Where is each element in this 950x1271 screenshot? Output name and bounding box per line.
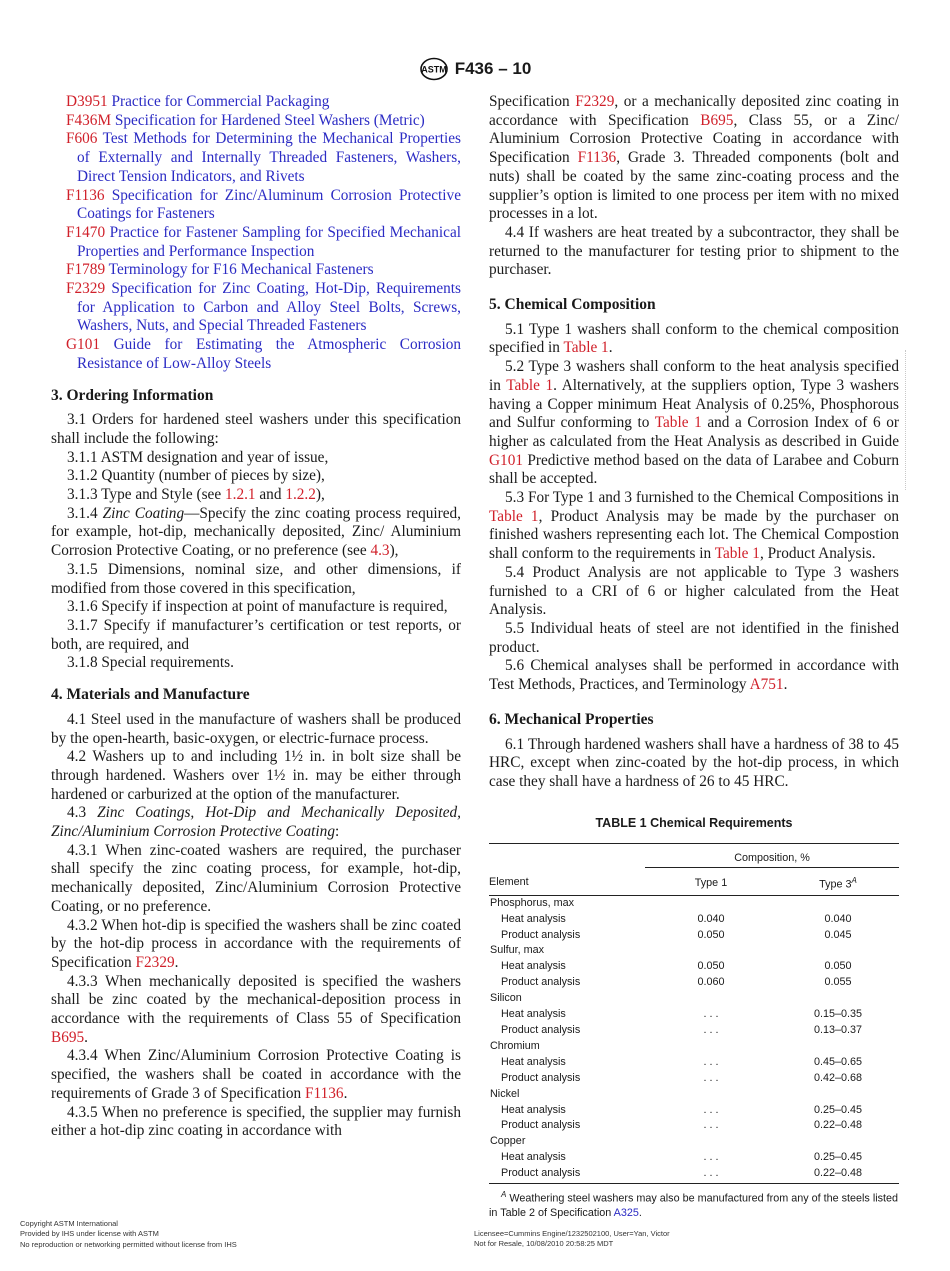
reference-item[interactable] xyxy=(51,261,461,280)
link-table-1[interactable]: Table 1 xyxy=(489,507,539,525)
analysis-label: Heat analysis xyxy=(501,1055,566,1068)
referenced-documents-list xyxy=(51,93,461,374)
table-row xyxy=(489,1007,899,1023)
type1-value: . . . xyxy=(703,1023,719,1036)
reference-title[interactable]: Specification for Zinc Coating, Hot-Dip, Requirements for Application to Carbon and Alloy Steel Bolts, Screws, Washers, Nuts, and Special Threaded Fasteners xyxy=(77,280,461,335)
reference-item[interactable] xyxy=(51,112,461,131)
table-row xyxy=(489,1150,899,1166)
svg-text:ASTM: ASTM xyxy=(420,64,447,75)
reference-title[interactable]: Practice for Commercial Packaging xyxy=(111,93,330,110)
type1-value: . . . xyxy=(703,1071,719,1084)
type1-value: 0.050 xyxy=(697,960,725,973)
table-header-type3: Type $3^A$ xyxy=(777,868,899,896)
type1-value: . . . xyxy=(703,1103,719,1116)
element-name: Chromium xyxy=(490,1039,540,1052)
type1-value: . . . xyxy=(645,1166,777,1183)
table-1-title: TABLE 1 Chemical Requirements xyxy=(595,815,793,830)
para-3-1-6: 3.1.6 Specify if inspection at point of manufacture is required, xyxy=(67,598,448,616)
para-5-6: 5.6 Chemical analyses shall be performed in accordance with Test Methods, Practices, and Terminology A751. xyxy=(489,657,899,694)
table-group-row xyxy=(489,1087,899,1103)
para-5-4: 5.4 Product Analysis are not applicable to Type 3 washers furnished to a CRI of 6 or higher calculated from the Heat Analysis. xyxy=(489,563,899,619)
para-3-1-8: 3.1.8 Special requirements. xyxy=(67,654,234,672)
link-f2329[interactable]: F2329 xyxy=(135,953,175,971)
para-3-1-2: 3.1.2 Quantity (number of pieces by size), xyxy=(67,467,325,485)
type3-value: 0.25–0.45 xyxy=(813,1151,863,1164)
table-header-type1: Type 1 xyxy=(645,868,777,896)
section-6-heading: 6. Mechanical Properties xyxy=(489,710,654,728)
table-header-blank xyxy=(489,844,645,868)
element-name: Copper xyxy=(490,1135,526,1148)
reference-code[interactable]: F2329 xyxy=(66,280,106,298)
reference-code[interactable]: F1136 xyxy=(66,186,105,204)
table-group-row xyxy=(489,1134,899,1150)
table-1-footnote: $^A$ Weathering steel washers may also be manufactured from any of the steels listed in Table 2 of Specification A325. xyxy=(489,1190,899,1219)
reference-item[interactable] xyxy=(51,224,461,261)
link-table-1[interactable]: Table 1 xyxy=(714,545,760,563)
type1-value: . . . xyxy=(703,1008,719,1021)
type3-value: 0.045 xyxy=(824,928,852,941)
type3-value: 0.040 xyxy=(824,912,852,925)
section-5-heading: 5. Chemical Composition xyxy=(489,296,656,314)
link-1-2-1[interactable]: 1.2.1 xyxy=(224,486,256,504)
footer-line: Not for Resale, 10/08/2010 20:58:25 MDT xyxy=(474,1239,614,1249)
section-4-heading: 4. Materials and Manufacture xyxy=(51,686,250,704)
analysis-label: Product analysis xyxy=(501,1023,581,1036)
para-4-3-4: 4.3.4 When Zinc/Aluminium Corrosion Protective Coating is specified, the washers shall be coated in accordance with the requirements of Grade 3 of Specification F1136. xyxy=(51,1047,461,1102)
table-row xyxy=(489,975,899,991)
table-row xyxy=(489,1118,899,1134)
para-5-5: 5.5 Individual heats of steel are not identified in the finished product. xyxy=(489,619,899,656)
type3-value: 0.050 xyxy=(824,960,852,973)
footer-line: Copyright ASTM International xyxy=(20,1219,118,1228)
reference-title[interactable]: Practice for Fastener Sampling for Specified Mechanical Properties and Performance Inspection xyxy=(77,223,461,260)
analysis-label: Heat analysis xyxy=(501,1103,566,1116)
footer-line: No reproduction or networking permitted without license from IHS xyxy=(20,1239,237,1249)
right-column xyxy=(489,93,899,1220)
analysis-label: Product analysis xyxy=(501,976,581,989)
analysis-label: Heat analysis xyxy=(501,960,566,973)
link-b695[interactable]: B695 xyxy=(51,1028,85,1046)
chemical-requirements-table xyxy=(489,843,899,1184)
analysis-label: Product analysis xyxy=(501,1119,581,1132)
table-group-row xyxy=(489,895,899,911)
reference-title[interactable]: Specification for Zinc/Aluminum Corrosion Protective Coatings for Fasteners xyxy=(77,186,461,223)
table-group-row xyxy=(489,943,899,959)
para-3-1: 3.1 Orders for hardened steel washers under this specification shall include the following: xyxy=(51,411,461,447)
table-row xyxy=(489,1103,899,1119)
link-table-1[interactable]: Table 1 xyxy=(563,339,609,357)
table-row xyxy=(489,928,899,944)
element-name: Nickel xyxy=(490,1087,520,1100)
reference-item[interactable] xyxy=(51,93,461,112)
type1-value: . . . xyxy=(703,1055,719,1068)
para-3-1-7: 3.1.7 Specify if manufacturer’s certification or test reports, or both, are required, and xyxy=(51,616,461,653)
section-3-heading: 3. Ordering Information xyxy=(51,386,214,404)
margin-dotted-line xyxy=(905,350,908,490)
reference-title[interactable]: Test Methods for Determining the Mechanical Properties of Externally and Internally Threaded Fasteners, Washers, Direct Tension Indicators, and Rivets xyxy=(77,130,461,185)
table-row xyxy=(489,912,899,928)
type3-value: 0.42–0.68 xyxy=(813,1071,863,1084)
table-group-row xyxy=(489,1039,899,1055)
link-f1136[interactable]: F1136 xyxy=(577,149,617,167)
link-f2329[interactable]: F2329 xyxy=(575,93,615,110)
analysis-label: Product analysis xyxy=(489,1166,645,1183)
table-group-row xyxy=(489,991,899,1007)
type3-value: 0.13–0.37 xyxy=(813,1023,863,1036)
table-row xyxy=(489,1166,899,1183)
reference-item[interactable] xyxy=(51,280,461,336)
analysis-label: Heat analysis xyxy=(501,912,566,925)
reference-code[interactable]: F1470 xyxy=(66,223,106,241)
type3-value: 0.22–0.48 xyxy=(813,1119,863,1132)
link-a325[interactable]: A325 xyxy=(613,1206,639,1219)
link-a751[interactable]: A751 xyxy=(749,676,784,694)
link-table-1[interactable]: Table 1 xyxy=(654,414,702,432)
para-4-3-3: 4.3.3 When mechanically deposited is specified the washers shall be zinc coated by the mechanical-deposition process in accordance with the requirements of Class 55 of Specification B695. xyxy=(51,972,461,1046)
table-header-element: Element xyxy=(489,868,645,896)
para-4-1: 4.1 Steel used in the manufacture of washers shall be produced by the open-hearth, basic-oxygen, or electric-furnace process. xyxy=(51,710,461,747)
para-4-2: 4.2 Washers up to and including 1½ in. in bolt size shall be through hardened. Washers over 1½ in. may be either through hardened or carburized at the option of the manufacturer. xyxy=(51,748,461,803)
para-5-3: 5.3 For Type 1 and 3 furnished to the Chemical Compositions in Table 1, Product Analysis may be made by the purchaser on finished washers representing each lot. The Chemical Compostion shall conform to the requirements in Table 1, Product Analysis. xyxy=(489,489,899,563)
reference-title[interactable]: Specification for Hardened Steel Washers (Metric) xyxy=(114,111,425,129)
reference-code[interactable]: F606 xyxy=(66,130,98,148)
link-1-2-2[interactable]: 1.2.2 xyxy=(285,486,316,504)
para-5-2: 5.2 Type 3 washers shall conform to the heat analysis specified in Table 1. Alternatively, at the suppliers option, Type 3 washers having a Copper minimum Heat Analysis of 0.25%, Phosphorous and Sulfur conforming to Table 1 and a Corrosion Index of 6 or higher as calculated from the Heat Analysis as described in Guide G101 Predictive method based on the data of Larabee and Coburn shall be accepted. xyxy=(489,358,900,488)
para-4-3-1: 4.3.1 When zinc-coated washers are required, the purchaser shall specify the zinc coating process, for example, hot-dip, mechanically deposited, Zinc/Aluminium Corrosion Protective Coating, or no preference. xyxy=(51,841,461,915)
type1-value: 0.060 xyxy=(697,976,725,989)
element-name: Silicon xyxy=(490,992,522,1005)
type1-value: . . . xyxy=(703,1119,719,1132)
para-3-1-1: 3.1.1 ASTM designation and year of issue, xyxy=(67,448,329,466)
reference-code[interactable]: D3951 xyxy=(66,93,108,110)
reference-code[interactable]: F1789 xyxy=(66,261,106,279)
reference-item[interactable] xyxy=(51,130,461,186)
analysis-label: Heat analysis xyxy=(501,1151,566,1164)
type1-value: 0.050 xyxy=(697,928,725,941)
para-4-3-5: 4.3.5 When no preference is specified, the supplier may furnish either a hot-dip zinc coating in accordance with xyxy=(51,1103,461,1140)
link-b695[interactable]: B695 xyxy=(700,111,734,129)
type3-value: 0.45–0.65 xyxy=(813,1055,863,1068)
designation-title: F436 – 10 xyxy=(454,59,532,78)
para-6-1: 6.1 Through hardened washers shall have a hardness of 38 to 45 HRC, except when zinc-coated by the hot-dip process, in which case they shall have a hardness of 26 to 45 HRC. xyxy=(489,735,899,790)
para-4-3-5-continued: Specification F2329, or a mechanically deposited zinc coating in accordance with Specification B695, Class 55, or a Zinc/ Aluminium Corrosion Protective Coating in accordance with Specification F1136, Grade 3. Threaded components (bolt and nuts) shall be coated by the same zinc-coating process and the supplier’s option is limited to one process per item with no mixed processes in a lot. xyxy=(489,93,900,223)
table-header-composition: Composition, % xyxy=(645,844,899,868)
para-4-3-2: 4.3.2 When hot-dip is specified the washers shall be zinc coated by the hot-dip process in accordance with the requirements of Specification F2329. xyxy=(51,916,461,971)
left-column xyxy=(51,93,461,1141)
type1-value: 0.040 xyxy=(697,912,725,925)
astm-logo xyxy=(419,57,449,81)
table-body xyxy=(489,895,899,1183)
type3-value: 0.25–0.45 xyxy=(813,1103,863,1116)
reference-title[interactable]: Guide for Estimating the Atmospheric Corrosion Resistance of Low-Alloy Steels xyxy=(77,336,461,372)
reference-code[interactable]: G101 xyxy=(66,336,100,354)
para-3-1-3: 3.1.3 Type and Style (see 1.2.1 and 1.2.2), xyxy=(67,486,325,504)
table-row xyxy=(489,1055,899,1071)
footer-line: Licensee=Cummins Engine/1232502100, User=Yan, Victor xyxy=(474,1229,670,1238)
table-row xyxy=(489,1071,899,1087)
link-g101[interactable]: G101 xyxy=(489,451,523,469)
type1-value: . . . xyxy=(703,1151,719,1164)
para-3-1-4: 3.1.4 Zinc Coating—Specify the zinc coating process required, for example, hot-dip, mechanically deposited, Zinc/ Aluminium Corrosion Protective Coating, or no preference (see 4.3), xyxy=(51,504,461,560)
link-4-3[interactable]: 4.3 xyxy=(370,542,390,560)
footer-line: Provided by IHS under license with ASTM xyxy=(20,1229,159,1239)
link-f1136[interactable]: F1136 xyxy=(305,1084,344,1102)
para-3-1-5: 3.1.5 Dimensions, nominal size, and other dimensions, if modified from those covered in this specification, xyxy=(51,560,461,597)
link-table-1[interactable]: Table 1 xyxy=(506,376,554,394)
type3-value: 0.15–0.35 xyxy=(813,1008,863,1021)
table-row xyxy=(489,959,899,975)
para-5-1: 5.1 Type 1 washers shall conform to the chemical composition specified in Table 1. xyxy=(489,320,899,357)
reference-title[interactable]: Terminology for F16 Mechanical Fasteners xyxy=(108,261,374,279)
reference-item[interactable] xyxy=(51,336,461,373)
element-name: Phosphorus, max xyxy=(490,896,575,909)
analysis-label: Product analysis xyxy=(501,928,581,941)
para-4-3: 4.3 Zinc Coatings, Hot-Dip and Mechanically Deposited, Zinc/Aluminium Corrosion Protective Coating: xyxy=(51,804,461,841)
table-row xyxy=(489,1023,899,1039)
reference-item[interactable] xyxy=(51,187,461,224)
footer-copyright xyxy=(20,1219,237,1250)
footer-license xyxy=(474,1229,670,1250)
type3-value: 0.22–0.48 xyxy=(777,1166,899,1183)
reference-code[interactable]: F436M xyxy=(66,111,112,129)
page-header xyxy=(0,56,950,82)
analysis-label: Product analysis xyxy=(501,1071,581,1084)
type3-value: 0.055 xyxy=(824,976,852,989)
analysis-label: Heat analysis xyxy=(501,1008,566,1021)
element-name: Sulfur, max xyxy=(490,944,545,957)
para-4-4: 4.4 If washers are heat treated by a subcontractor, they shall be returned to the manufacturer for testing prior to shipment to the purchaser. xyxy=(489,223,899,279)
